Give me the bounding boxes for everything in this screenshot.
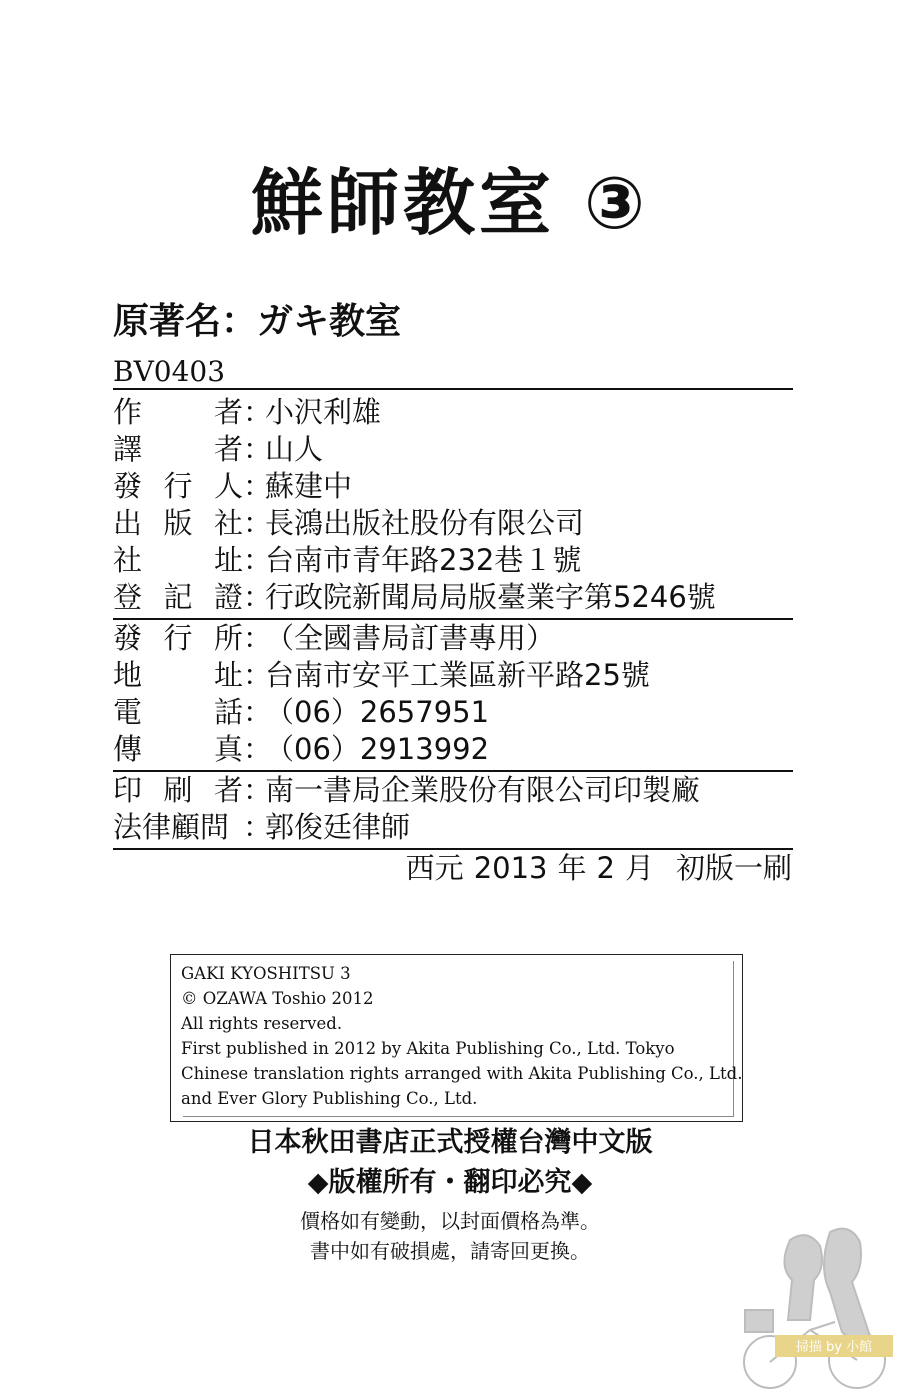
credit-row-phone: 電 話 ： （06）2657951 <box>113 694 793 731</box>
copyright-box <box>170 954 743 1122</box>
catalog-code: BV0403 <box>113 355 226 388</box>
credits-block <box>113 394 793 850</box>
credit-row-fax: 傳 真 ： （06）2913992 <box>113 731 793 768</box>
credit-value: （06）2657951 <box>265 695 490 729</box>
credit-row-printer: 印 刷 者 ： 南一書局企業股份有限公司印製廠 <box>113 772 793 809</box>
credit-value: （全國書局訂書專用） <box>265 621 556 655</box>
credit-row-address: 地 址 ： 台南市安平工業區新平路25號 <box>113 657 793 694</box>
credit-row-distributor: 發 行 所 ： （全國書局訂書專用） <box>113 620 793 657</box>
credit-value: 台南市安平工業區新平路25號 <box>265 658 650 692</box>
price-notice: 價格如有變動，以封面價格為準。 <box>300 1209 600 1233</box>
credit-row-legal: 法律顧問 ： 郭俊廷律師 <box>113 809 793 846</box>
credit-label: 印 刷 者 <box>113 773 243 807</box>
credit-value: （06）2913992 <box>265 732 490 766</box>
book-title: 鮮師教室 ③ <box>250 161 650 245</box>
credit-row-publisher-person: 發 行 人 ： 蘇建中 <box>113 468 793 505</box>
credit-label: 法律顧問 <box>113 810 230 844</box>
credit-value: 長鴻出版社股份有限公司 <box>265 506 585 540</box>
credit-label: 社 址 <box>113 543 243 577</box>
copyright-line: GAKI KYOSHITSU 3 <box>181 964 351 983</box>
credit-label: 出 版 社 <box>113 506 243 540</box>
damage-notice: 書中如有破損處，請寄回更換。 <box>310 1239 590 1263</box>
credit-value: 南一書局企業股份有限公司印製廠 <box>265 773 701 807</box>
copyright-line: All rights reserved. <box>181 1014 343 1033</box>
credit-label: 作 者 <box>113 395 243 429</box>
copyright-line: First published in 2012 by Akita Publishing Co., Ltd. Tokyo <box>181 1039 675 1058</box>
divider <box>113 388 793 390</box>
credit-label: 發 行 人 <box>113 469 243 503</box>
credit-row-registration: 登 記 證 ： 行政院新聞局局版臺業字第5246號 <box>113 579 793 616</box>
credit-value: 山人 <box>265 432 324 466</box>
credit-label: 電 話 <box>113 695 243 729</box>
credit-value: 台南市青年路232巷１號 <box>265 543 582 577</box>
publication-date: 西元 2013 年 2 月 初版一刷 <box>405 851 792 885</box>
copyright-line: © OZAWA Toshio 2012 <box>181 989 374 1008</box>
credit-value: 蘇建中 <box>265 469 353 503</box>
credit-row-author: 作 者 ： 小沢利雄 <box>113 394 793 431</box>
credit-label: 發 行 所 <box>113 621 243 655</box>
authorization-statement: 日本秋田書店正式授權台灣中文版 <box>247 1127 653 1158</box>
credit-label: 譯 者 <box>113 432 243 466</box>
credit-value: 行政院新聞局局版臺業字第5246號 <box>265 580 716 614</box>
credit-value: 郭俊廷律師 <box>265 810 411 844</box>
scanner-watermark-icon <box>735 1210 900 1397</box>
credit-row-publisher: 出 版 社 ： 長鴻出版社股份有限公司 <box>113 505 793 542</box>
credit-row-translator: 譯 者 ： 山人 <box>113 431 793 468</box>
credit-label: 登 記 證 <box>113 580 243 614</box>
credit-label: 地 址 <box>113 658 243 692</box>
credit-value: 小沢利雄 <box>265 395 382 429</box>
copyright-line: and Ever Glory Publishing Co., Ltd. <box>181 1089 478 1108</box>
credit-label: 傳 真 <box>113 732 243 766</box>
rights-statement: ◆版權所有・翻印必究◆ <box>307 1167 593 1198</box>
original-title: 原著名：ガキ教室 <box>113 301 402 342</box>
copyright-line: Chinese translation rights arranged with Akita Publishing Co., Ltd. <box>181 1064 743 1083</box>
credit-row-company-address: 社 址 ： 台南市青年路232巷１號 <box>113 542 793 579</box>
watermark-text: 掃描 by 小館 <box>795 1340 873 1355</box>
